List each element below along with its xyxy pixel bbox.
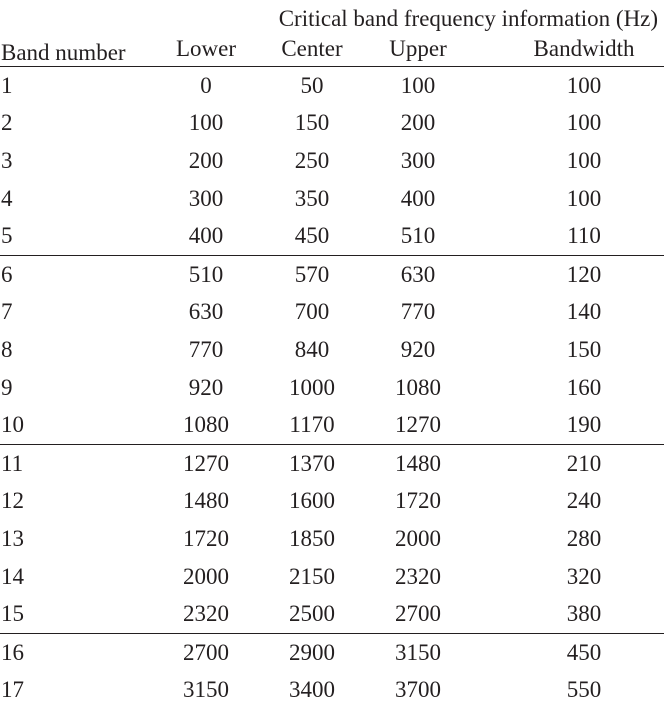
table-row (0, 331, 664, 369)
bandwidth-cell: 320 (474, 558, 664, 596)
upper-cell: 3700 (362, 672, 474, 709)
center-cell: 700 (262, 294, 362, 332)
bandwidth-header: Bandwidth (474, 32, 664, 67)
table-row (0, 672, 664, 709)
bandwidth-cell: 100 (474, 142, 664, 180)
band-number-cell: 15 (0, 595, 150, 633)
upper-cell: 300 (362, 142, 474, 180)
bandwidth-cell: 110 (474, 217, 664, 255)
band-number-cell: 6 (0, 255, 150, 293)
upper-header: Upper (362, 32, 474, 67)
center-cell: 570 (262, 255, 362, 293)
upper-cell: 1080 (362, 369, 474, 407)
table-row (0, 369, 664, 407)
table-row (0, 67, 664, 105)
upper-cell: 920 (362, 331, 474, 369)
center-cell: 350 (262, 180, 362, 218)
lower-cell: 920 (150, 369, 262, 407)
table-row (0, 406, 664, 444)
upper-cell: 2700 (362, 595, 474, 633)
upper-cell: 1270 (362, 406, 474, 444)
lower-cell: 1270 (150, 444, 262, 482)
upper-cell: 770 (362, 294, 474, 332)
lower-cell: 2000 (150, 558, 262, 596)
center-cell: 2150 (262, 558, 362, 596)
center-cell: 3400 (262, 672, 362, 709)
lower-cell: 0 (150, 67, 262, 105)
bandwidth-cell: 240 (474, 483, 664, 521)
upper-cell: 2320 (362, 558, 474, 596)
table-row (0, 180, 664, 218)
band-number-cell: 5 (0, 217, 150, 255)
center-cell: 450 (262, 217, 362, 255)
lower-cell: 1080 (150, 406, 262, 444)
band-number-cell: 7 (0, 294, 150, 332)
center-cell: 250 (262, 142, 362, 180)
lower-cell: 1720 (150, 520, 262, 558)
center-cell: 2900 (262, 633, 362, 671)
upper-cell: 3150 (362, 633, 474, 671)
band-number-cell: 8 (0, 331, 150, 369)
table-row (0, 558, 664, 596)
band-number-header: Band number (0, 0, 150, 67)
table-row (0, 255, 664, 293)
table-row (0, 483, 664, 521)
lower-cell: 1480 (150, 483, 262, 521)
band-number-cell: 2 (0, 105, 150, 143)
center-cell: 2500 (262, 595, 362, 633)
center-cell: 840 (262, 331, 362, 369)
band-number-cell: 17 (0, 672, 150, 709)
lower-cell: 2700 (150, 633, 262, 671)
lower-cell: 100 (150, 105, 262, 143)
upper-cell: 2000 (362, 520, 474, 558)
bandwidth-cell: 100 (474, 180, 664, 218)
center-header: Center (262, 32, 362, 67)
table-row (0, 294, 664, 332)
band-number-cell: 12 (0, 483, 150, 521)
upper-cell: 400 (362, 180, 474, 218)
center-cell: 1170 (262, 406, 362, 444)
table-row (0, 444, 664, 482)
band-number-cell: 3 (0, 142, 150, 180)
band-number-cell: 14 (0, 558, 150, 596)
center-cell: 1600 (262, 483, 362, 521)
bandwidth-cell: 160 (474, 369, 664, 407)
table-row (0, 105, 664, 143)
lower-cell: 3150 (150, 672, 262, 709)
center-cell: 1850 (262, 520, 362, 558)
bandwidth-cell: 100 (474, 67, 664, 105)
lower-cell: 770 (150, 331, 262, 369)
center-cell: 1370 (262, 444, 362, 482)
upper-cell: 510 (362, 217, 474, 255)
table-row (0, 633, 664, 671)
center-cell: 1000 (262, 369, 362, 407)
lower-cell: 510 (150, 255, 262, 293)
bandwidth-cell: 210 (474, 444, 664, 482)
table-body (0, 67, 664, 709)
upper-cell: 1480 (362, 444, 474, 482)
band-number-cell: 11 (0, 444, 150, 482)
band-number-cell: 16 (0, 633, 150, 671)
lower-header: Lower (150, 32, 262, 67)
band-number-cell: 4 (0, 180, 150, 218)
bandwidth-cell: 550 (474, 672, 664, 709)
bandwidth-cell: 120 (474, 255, 664, 293)
lower-cell: 400 (150, 217, 262, 255)
bandwidth-cell: 380 (474, 595, 664, 633)
bandwidth-cell: 100 (474, 105, 664, 143)
bandwidth-cell: 280 (474, 520, 664, 558)
lower-cell: 200 (150, 142, 262, 180)
lower-cell: 300 (150, 180, 262, 218)
bandwidth-cell: 140 (474, 294, 664, 332)
bandwidth-cell: 190 (474, 406, 664, 444)
band-number-cell: 1 (0, 67, 150, 105)
lower-cell: 630 (150, 294, 262, 332)
table-row (0, 217, 664, 255)
upper-cell: 630 (362, 255, 474, 293)
band-number-cell: 9 (0, 369, 150, 407)
table-row (0, 595, 664, 633)
table-header (0, 0, 664, 67)
band-number-cell: 10 (0, 406, 150, 444)
lower-cell: 2320 (150, 595, 262, 633)
bandwidth-cell: 450 (474, 633, 664, 671)
upper-cell: 1720 (362, 483, 474, 521)
frequency-group-header: Critical band frequency information (Hz) (150, 0, 664, 32)
table-row (0, 142, 664, 180)
upper-cell: 100 (362, 67, 474, 105)
band-number-cell: 13 (0, 520, 150, 558)
center-cell: 50 (262, 67, 362, 105)
table-row (0, 520, 664, 558)
center-cell: 150 (262, 105, 362, 143)
bandwidth-cell: 150 (474, 331, 664, 369)
upper-cell: 200 (362, 105, 474, 143)
